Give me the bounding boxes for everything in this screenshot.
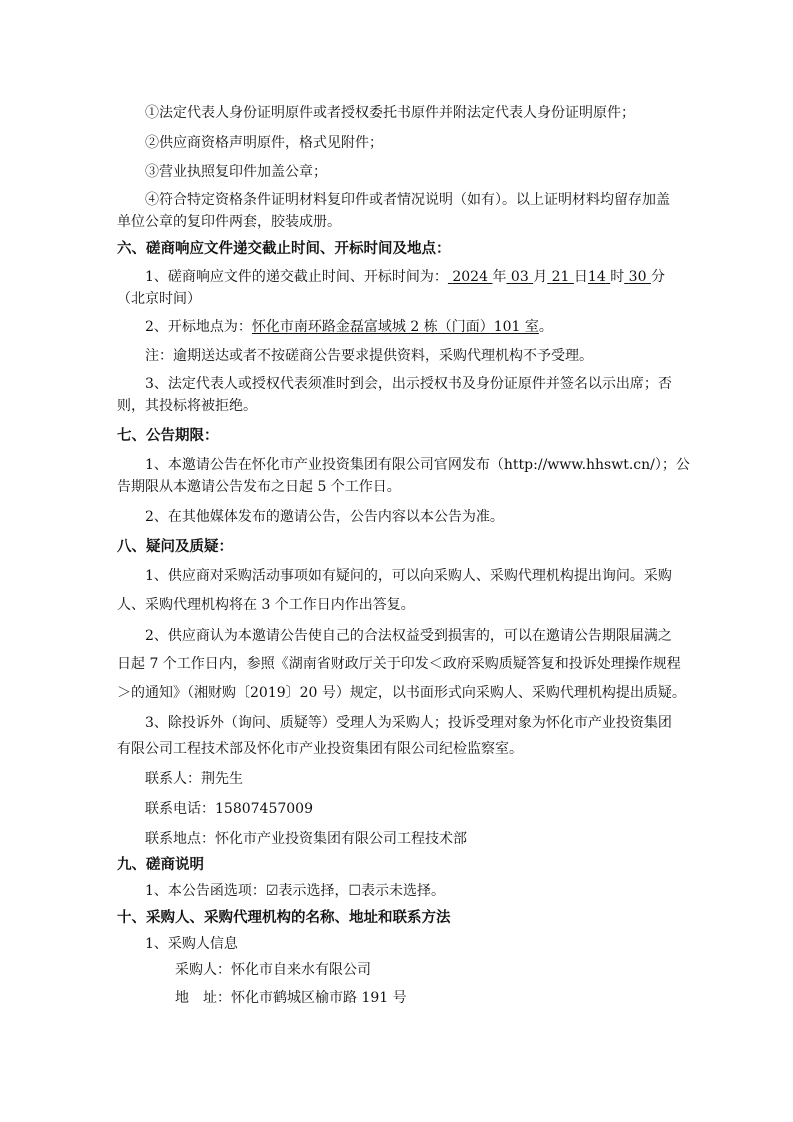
month-unit: 月 <box>533 269 548 285</box>
opening-location <box>145 318 553 336</box>
contact-address: 联系地点：怀化市产业投资集团有限公司工程技术部 <box>145 831 467 847</box>
other-media-note: 2、在其他媒体发布的邀请公告，公告内容以本公告为准。 <box>145 509 504 525</box>
qualification-item-4-cont: 单位公章的复印件两套，胶装成册。 <box>117 214 341 230</box>
empty-text: 表示未选择。 <box>361 883 446 899</box>
announcement-period-cont: 告期限从本邀请公告发布之日起 5 个工作日。 <box>117 479 401 495</box>
announcement-period: 1、本邀请公告在怀化市产业投资集团有限公司官网发布（http://www.hhswt.cn/）；公 <box>145 457 690 473</box>
qualification-item-1: ①法定代表人身份证明原件或者授权委托书原件并附法定代表人身份证明原件； <box>145 105 635 121</box>
section-7-heading: 七、公告期限： <box>117 428 219 444</box>
deadline-prefix: 1、磋商响应文件的递交截止时间、开标时间为： <box>145 269 448 285</box>
buyer-name: 采购人：怀化市自来水有限公司 <box>175 962 371 978</box>
minute-unit: 分 <box>650 269 665 285</box>
challenge-paragraph-cont-1: 日起 7 个工作日内，参照《湖南省财政厅关于印发＜政府采购质疑答复和投诉处理操作规程 <box>117 656 681 672</box>
opening-location-suffix: 。 <box>538 319 553 335</box>
empty-box-icon: ☐ <box>348 883 362 899</box>
attendance-requirement-cont: 则，其投标将被拒绝。 <box>117 398 257 414</box>
day-unit: 日 <box>573 269 588 285</box>
section-10-heading: 十、采购人、采购代理机构的名称、地址和联系方法 <box>117 910 451 926</box>
year-unit: 年 <box>492 269 507 285</box>
opening-location-prefix: 2、开标地点为： <box>145 319 252 335</box>
challenge-paragraph-cont-2: ＞的通知》（湘财购〔2019〕20 号）规定，以书面形式向采购人、采购代理机构提出质疑。 <box>117 685 686 701</box>
beijing-time: （北京时间） <box>117 291 201 307</box>
section-9-heading: 九、磋商说明 <box>117 857 204 873</box>
deadline-month: 03 <box>510 269 529 285</box>
checked-box-icon: ☑ <box>265 883 279 899</box>
complaint-paragraph-cont: 有限公司工程技术部及怀化市产业投资集团有限公司纪检监察室。 <box>117 741 523 757</box>
deadline-minute: 30 <box>628 269 647 285</box>
option-legend <box>145 882 445 900</box>
deadline-line <box>145 268 665 286</box>
qualification-item-3: ③营业执照复印件加盖公章； <box>145 164 327 180</box>
inquiry-paragraph: 1、供应商对采购活动事项如有疑问的，可以向采购人、采购代理机构提出询问。采购 <box>145 568 672 584</box>
checked-text: 表示选择， <box>278 883 349 899</box>
contact-person: 联系人：荆先生 <box>145 771 243 787</box>
late-submission-note: 注：逾期送达或者不按磋商公告要求提供资料，采购代理机构不予受理。 <box>145 348 593 364</box>
buyer-address: 地 址：怀化市鹤城区榆市路 191 号 <box>175 990 407 1006</box>
challenge-paragraph: 2、供应商认为本邀请公告使自己的合法权益受到损害的，可以在邀请公告期限届满之 <box>145 628 672 644</box>
attendance-requirement: 3、法定代表人或授权代表须准时到会，出示授权书及身份证原件并签名以示出席；否 <box>145 376 672 392</box>
hour-unit: 时 <box>610 269 625 285</box>
opening-location-place: 怀化市南环路金磊富域城 2 栋（门面）101 室 <box>251 319 539 335</box>
deadline-year: 2024 <box>452 269 488 285</box>
deadline-day: 21 <box>551 269 570 285</box>
buyer-info-title: 1、采购人信息 <box>145 936 238 952</box>
qualification-item-2: ②供应商资格声明原件，格式见附件； <box>145 135 383 151</box>
deadline-hour: 14 <box>587 269 606 285</box>
complaint-paragraph: 3、除投诉外（询问、质疑等）受理人为采购人；投诉受理对象为怀化市产业投资集团 <box>145 715 672 731</box>
contact-phone: 联系电话：15807457009 <box>145 801 313 817</box>
inquiry-paragraph-cont: 人、采购代理机构将在 3 个工作日内作出答复。 <box>117 597 415 613</box>
qualification-item-4: ④符合特定资格条件证明材料复印件或者情况说明（如有）。以上证明材料均留存加盖 <box>145 192 670 208</box>
section-8-heading: 八、疑问及质疑： <box>117 539 233 555</box>
option-legend-prefix: 1、本公告函选项： <box>145 883 266 899</box>
section-6-heading: 六、磋商响应文件递交截止时间、开标时间及地点： <box>117 241 451 257</box>
